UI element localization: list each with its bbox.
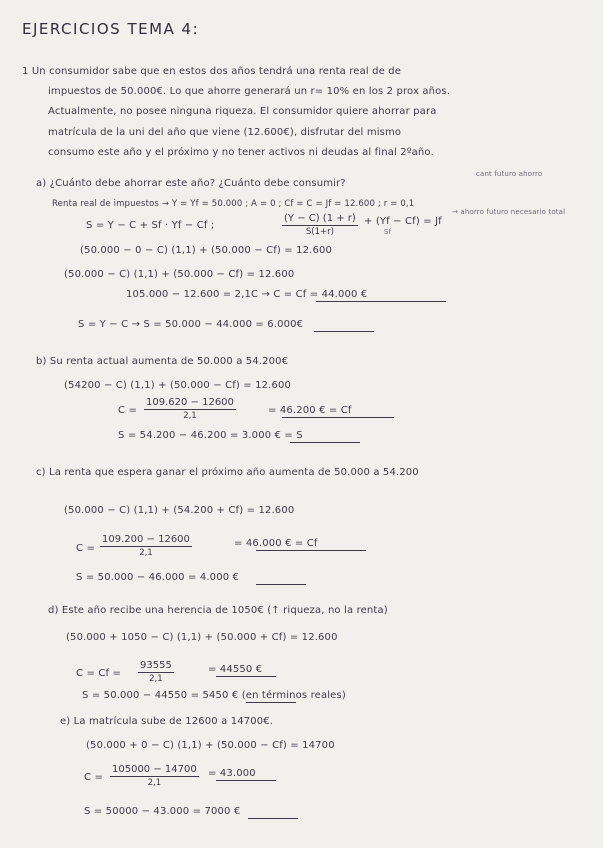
question-b: b) Su renta actual aumenta de 50.000 a 54.200€ [36, 356, 289, 367]
question-c: c) La renta que espera ganar el próximo año aumenta de 50.000 a 54.200 [36, 467, 419, 478]
e-result: = 43.000 [208, 768, 256, 779]
a-fraction [282, 213, 358, 237]
b-c-label: C = [118, 405, 137, 416]
a-line-4: (50.000 − C) (1,1) + (50.000 − Cf) = 12.600 [64, 269, 295, 280]
a-line-5: 105.000 − 12.600 = 2,1C → C = Cf = 44.000 € [126, 289, 368, 300]
underline-d-savings [246, 702, 296, 703]
e-fraction [110, 764, 199, 788]
e-line-1: (50.000 + 0 − C) (1,1) + (50.000 − Cf) = 14700 [86, 740, 335, 751]
a-line-3: (50.000 − 0 − C) (1,1) + (50.000 − Cf) = 12.600 [80, 245, 333, 256]
underline-c-savings [256, 584, 306, 585]
a-line-2-right-den: Sf [384, 228, 392, 236]
e-line-3: S = 50000 − 43.000 = 7000 € [84, 806, 241, 817]
underline-b-result [282, 417, 394, 418]
b-fraction [144, 397, 236, 421]
statement-line-2: impuestos de 50.000€. Lo que ahorre generará un r= 10% en los 2 prox años. [48, 86, 451, 97]
underline-a-savings [314, 331, 374, 332]
d-c-label: C = Cf = [76, 668, 121, 679]
c-fraction-numerator: 109.200 − 12600 [102, 534, 190, 545]
annotation-necessary-savings: → ahorro futuro necesario total [452, 208, 566, 216]
d-line-1: (50.000 + 1050 − C) (1,1) + (50.000 + Cf) = 12.600 [66, 632, 338, 643]
underline-d-result [216, 676, 276, 677]
statement-line-5: consumo este año y el próximo y no tener activos ni deudas al final 2ºaño. [48, 147, 434, 158]
b-result: = 46.200 € = Cf [268, 405, 352, 416]
c-line-3: S = 50.000 − 46.000 = 4.000 € [76, 572, 240, 583]
b-fraction-denominator: 2,1 [183, 411, 197, 421]
a-fraction-denominator: S(1+r) [305, 227, 334, 237]
question-e: e) La matrícula sube de 12600 a 14700€. [60, 716, 274, 727]
d-fraction-numerator: 93555 [140, 660, 172, 671]
e-c-label: C = [84, 772, 103, 783]
c-c-label: C = [76, 543, 95, 554]
b-fraction-numerator: 109.620 − 12600 [146, 397, 234, 408]
c-line-1: (50.000 − C) (1,1) + (54.200 + Cf) = 12.600 [64, 505, 295, 516]
underline-c-result [256, 550, 366, 551]
a-line-2-right: + (Yf − Cf) = Jf [364, 216, 442, 227]
d-fraction-denominator: 2,1 [149, 674, 163, 684]
underline-a-result [316, 301, 446, 302]
underline-e-result [216, 780, 276, 781]
c-fraction [100, 534, 192, 558]
e-fraction-denominator: 2,1 [147, 778, 162, 788]
statement-line-1: 1 Un consumidor sabe que en estos dos años tendrá una renta real de de [22, 66, 402, 77]
c-result: = 46.000 € = Cf [234, 538, 318, 549]
a-line-1: Renta real de impuestos → Y = Yf = 50.000 ; A = 0 ; Cf = C = Jf = 12.600 ; r = 0,1 [52, 199, 415, 209]
a-line-6: S = Y − C → S = 50.000 − 44.000 = 6.000€ [78, 319, 304, 330]
question-a: a) ¿Cuánto debe ahorrar este año? ¿Cuánto debe consumir? [36, 178, 346, 189]
b-line-3: S = 54.200 − 46.200 = 3.000 € = S [118, 430, 303, 441]
underline-e-savings [248, 818, 298, 819]
e-fraction-numerator: 105000 − 14700 [112, 764, 197, 775]
page-title: EJERCICIOS TEMA 4: [22, 20, 200, 38]
question-d: d) Este año recibe una herencia de 1050€ (↑ riqueza, no la renta) [48, 605, 388, 616]
c-fraction-denominator: 2,1 [139, 548, 153, 558]
d-fraction [138, 660, 174, 684]
b-line-1: (54200 − C) (1,1) + (50.000 − Cf) = 12.600 [64, 380, 292, 391]
d-result: = 44550 € [208, 664, 263, 675]
annotation-future-savings: cant futuro ahorro [476, 170, 543, 178]
d-line-3: S = 50.000 − 44550 = 5450 € (en términos reales) [82, 690, 346, 701]
underline-b-savings [290, 442, 360, 443]
statement-line-4: matrícula de la uni del año que viene (12.600€), disfrutar del mismo [48, 127, 402, 138]
a-line-2-left: S = Y − C + Sf · Yf − Cf ; [86, 220, 215, 231]
a-fraction-numerator: (Y − C) (1 + r) [284, 213, 356, 224]
statement-line-3: Actualmente, no posee ninguna riqueza. El consumidor quiere ahorrar para [48, 106, 437, 117]
